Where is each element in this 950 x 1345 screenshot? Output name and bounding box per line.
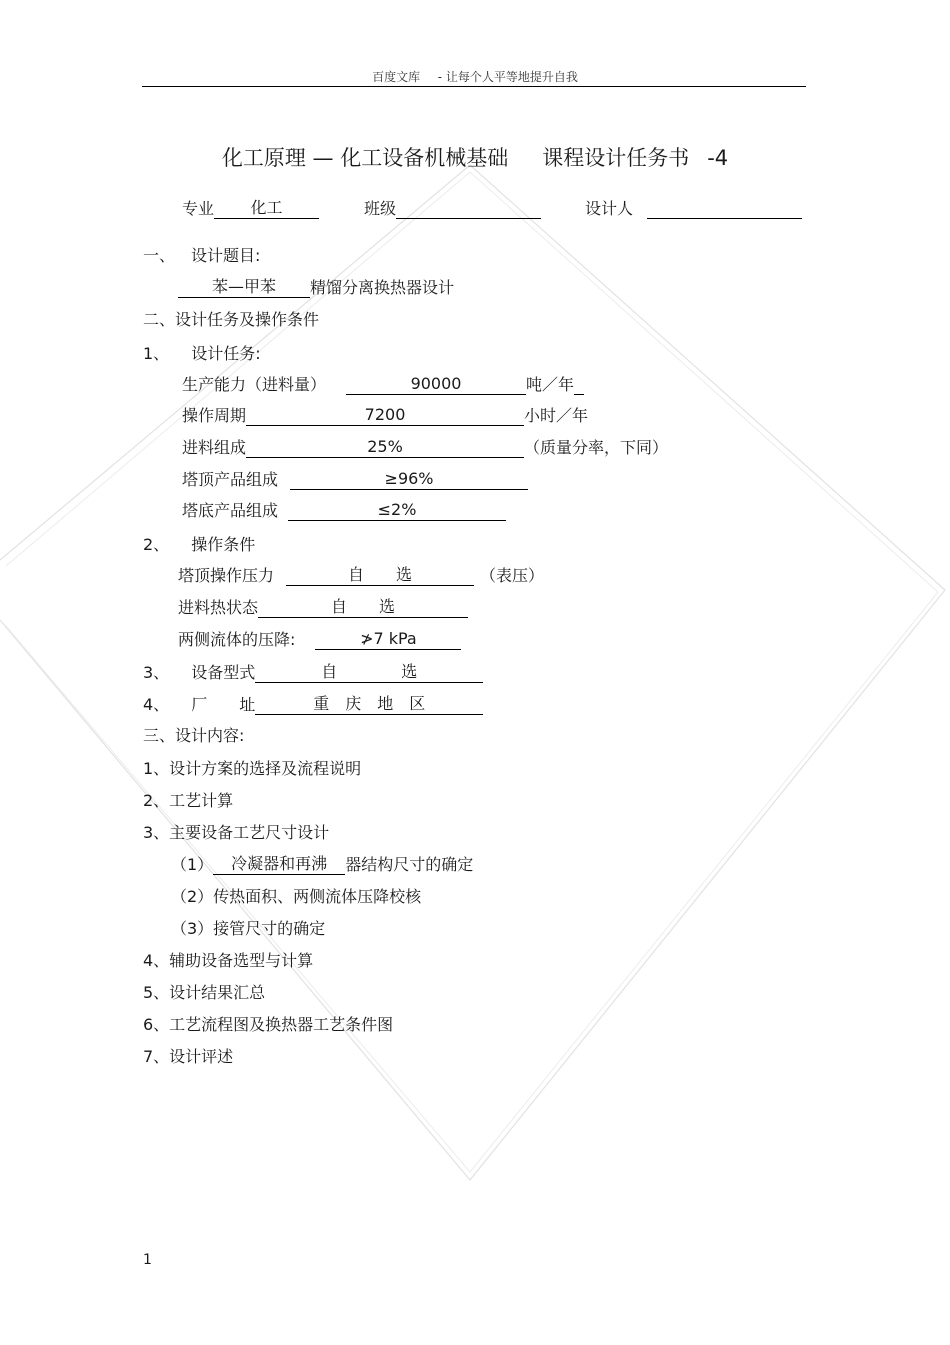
sub-item-1 — [171, 852, 473, 875]
section1-title: 设计题目: — [191, 246, 261, 265]
capacity-value: 90000 — [346, 374, 526, 395]
site-row — [143, 692, 483, 715]
conditions-heading — [143, 532, 255, 555]
title-main: 化工原理 — 化工设备机械基础 — [221, 146, 509, 170]
topic-line — [178, 275, 454, 298]
cond-row-pressure-drop — [178, 627, 461, 650]
class-value — [396, 198, 541, 219]
page-number: 1 — [143, 1252, 152, 1268]
document-title — [0, 142, 950, 172]
pressure-drop-value: ≯7 kPa — [315, 629, 461, 650]
topic-value: 苯—甲苯 — [178, 277, 310, 298]
task-heading — [143, 341, 261, 364]
designer-label: 设计人 — [585, 199, 634, 218]
site-value: 重 庆 地 区 — [255, 694, 483, 715]
task-row-capacity — [182, 372, 584, 395]
period-value: 7200 — [246, 405, 524, 426]
bottom-label: 塔底产品组成 — [182, 501, 279, 520]
content-item-1: 1、设计方案的选择及流程说明 — [143, 759, 362, 778]
feed-unit: （质量分率，下同） — [524, 438, 669, 457]
title-sub: 课程设计任务书 — [542, 146, 690, 170]
topic-suffix: 精馏分离换热器设计 — [310, 278, 455, 297]
task-row-feed — [182, 435, 668, 458]
task-title: 设计任务: — [191, 344, 261, 363]
conditions-title: 操作条件 — [191, 535, 256, 554]
task-row-top — [182, 467, 528, 490]
sub-item-1-suffix: 器结构尺寸的确定 — [345, 855, 474, 874]
sub-item-1-prefix: （1） — [171, 855, 214, 874]
sub-item-1-value: 冷凝器和再沸 — [213, 854, 345, 875]
header-rule — [142, 86, 806, 87]
content-item-6: 6、工艺流程图及换热器工艺条件图 — [143, 1015, 394, 1034]
pressure-label: 塔顶操作压力 — [178, 566, 275, 585]
period-unit: 小时／年 — [524, 406, 589, 425]
cond-row-feedstate — [178, 595, 468, 618]
content-item-5: 5、设计结果汇总 — [143, 983, 266, 1002]
designer-value — [647, 198, 802, 219]
bottom-value: ≤2% — [288, 500, 506, 521]
feedstate-value: 自 选 — [258, 597, 468, 618]
site-num: 4、 — [143, 695, 170, 714]
major-label: 专业 — [182, 199, 215, 218]
content-item-7: 7、设计评述 — [143, 1047, 234, 1066]
header-site: 百度文库 — [372, 70, 421, 84]
equipment-value: 自 选 — [255, 662, 483, 683]
equipment-row — [143, 660, 483, 683]
task-row-period — [182, 403, 588, 426]
section3-heading: 三、设计内容: — [143, 726, 245, 745]
equipment-label: 设备型式 — [191, 663, 256, 682]
content-item-4: 4、辅助设备选型与计算 — [143, 951, 314, 970]
sub-item-2: （2）传热面积、两侧流体压降校核 — [171, 887, 422, 906]
feed-value: 25% — [246, 437, 524, 458]
section2-heading: 二、设计任务及操作条件 — [143, 310, 320, 329]
cond-row-pressure — [178, 563, 544, 586]
conditions-num: 2、 — [143, 535, 170, 554]
content-item-3: 3、主要设备工艺尺寸设计 — [143, 823, 330, 842]
task-row-bottom — [182, 498, 506, 521]
major-value: 化工 — [214, 198, 319, 219]
task-num: 1、 — [143, 344, 170, 363]
period-label: 操作周期 — [182, 406, 247, 425]
designer-field — [585, 196, 802, 219]
pressure-value: 自 选 — [286, 565, 474, 586]
class-field — [364, 196, 541, 219]
top-value: ≥96% — [290, 469, 528, 490]
equipment-num: 3、 — [143, 663, 170, 682]
pressure-unit: （表压） — [480, 566, 545, 585]
site-label: 厂 址 — [191, 695, 256, 714]
content-item-2: 2、工艺计算 — [143, 791, 234, 810]
header-slogan: - 让每个人平等地提升自我 — [437, 70, 578, 84]
section1-heading — [143, 243, 260, 266]
capacity-label: 生产能力（进料量） — [182, 375, 327, 394]
class-label: 班级 — [364, 199, 397, 218]
section1-num: 一、 — [143, 246, 176, 265]
sub-item-3: （3）接管尺寸的确定 — [171, 919, 326, 938]
page-header — [0, 68, 950, 85]
feedstate-label: 进料热状态 — [178, 598, 259, 617]
title-number: -4 — [707, 146, 729, 170]
capacity-unit: 吨／年 — [526, 375, 575, 394]
top-label: 塔顶产品组成 — [182, 470, 279, 489]
major-field — [182, 196, 319, 219]
feed-label: 进料组成 — [182, 438, 247, 457]
pressure-drop-label: 两侧流体的压降: — [178, 630, 296, 649]
capacity-trailing-blank — [574, 374, 584, 395]
